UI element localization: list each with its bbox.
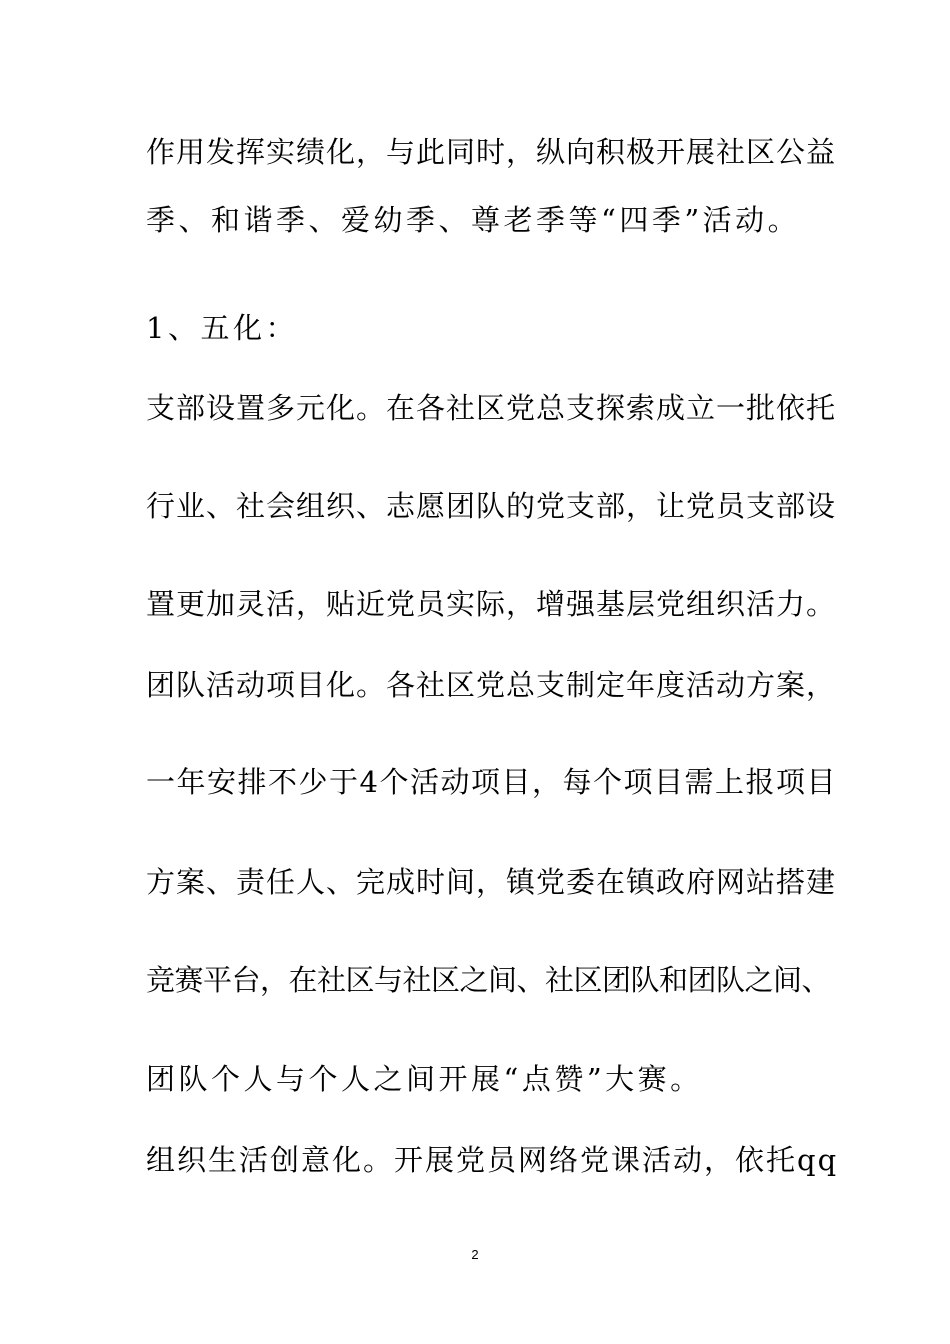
text-line-9: 方案、责任人、完成时间，镇党委在镇政府网站搭建 [146,865,837,899]
text-line-4: 支部设置多元化。在各社区党总支探索成立一批依托 [146,391,837,425]
text-line-6: 置更加灵活，贴近党员实际，增强基层党组织活力。 [146,587,837,621]
text-line-2: 季、和谐季、爱幼季、尊老季等“四季”活动。 [146,203,801,237]
text-line-12: 组织生活创意化。开展党员网络党课活动，依托qq [146,1143,839,1177]
text-line-7: 团队活动项目化。各社区党总支制定年度活动方案， [146,668,837,702]
text-line-1: 作用发挥实绩化，与此同时，纵向积极开展社区公益 [146,135,837,169]
text-line-8: 一年安排不少于4个活动项目，每个项目需上报项目 [146,765,837,799]
text-line-10: 竞赛平台，在社区与社区之间、社区团队和团队之间、 [146,963,831,997]
text-line-11: 团队个人与个人之间开展“点赞”大赛。 [146,1062,703,1096]
text-line-5: 行业、社会组织、志愿团队的党支部，让党员支部设 [146,489,837,523]
text-line-3: 1、五化： [146,311,298,345]
page-number: 2 [471,1247,479,1262]
